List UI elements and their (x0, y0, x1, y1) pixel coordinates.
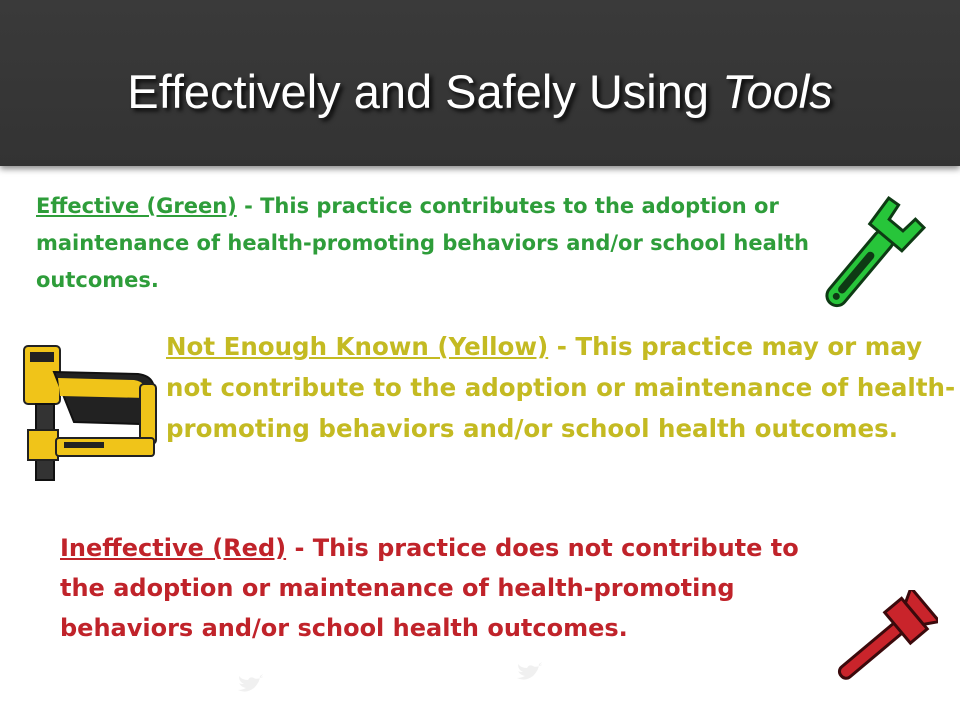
nail-gun-icon (14, 338, 160, 484)
not-enough-known-text: - This practice may or may not contribute to the adoption or maintenance of health-promoting behaviors and/or school health outcomes. (166, 332, 956, 443)
bird-icon (236, 672, 264, 696)
effective-text: - This practice contributes to the adoption or maintenance of health-promoting behaviors and/or school health outcomes. (36, 194, 809, 292)
title-bar (0, 0, 960, 166)
effective-green-paragraph (36, 188, 826, 299)
ineffective-label: Ineffective (Red) (60, 534, 287, 562)
not-enough-known-paragraph (166, 326, 960, 449)
title-italic-text: Tools (722, 65, 833, 118)
not-enough-known-label: Not Enough Known (Yellow) (166, 332, 549, 361)
ineffective-red-paragraph (60, 528, 830, 648)
bird-icon (515, 660, 543, 684)
ineffective-text: - This practice does not contribute to the adoption or maintenance of health-promoting behaviors and/or school health outcomes. (60, 534, 799, 642)
effective-label: Effective (Green) (36, 194, 237, 218)
slide-title (0, 62, 960, 122)
hammer-icon (828, 590, 938, 690)
wrench-icon (806, 190, 936, 320)
title-text: Effectively and Safely Using (127, 65, 723, 118)
